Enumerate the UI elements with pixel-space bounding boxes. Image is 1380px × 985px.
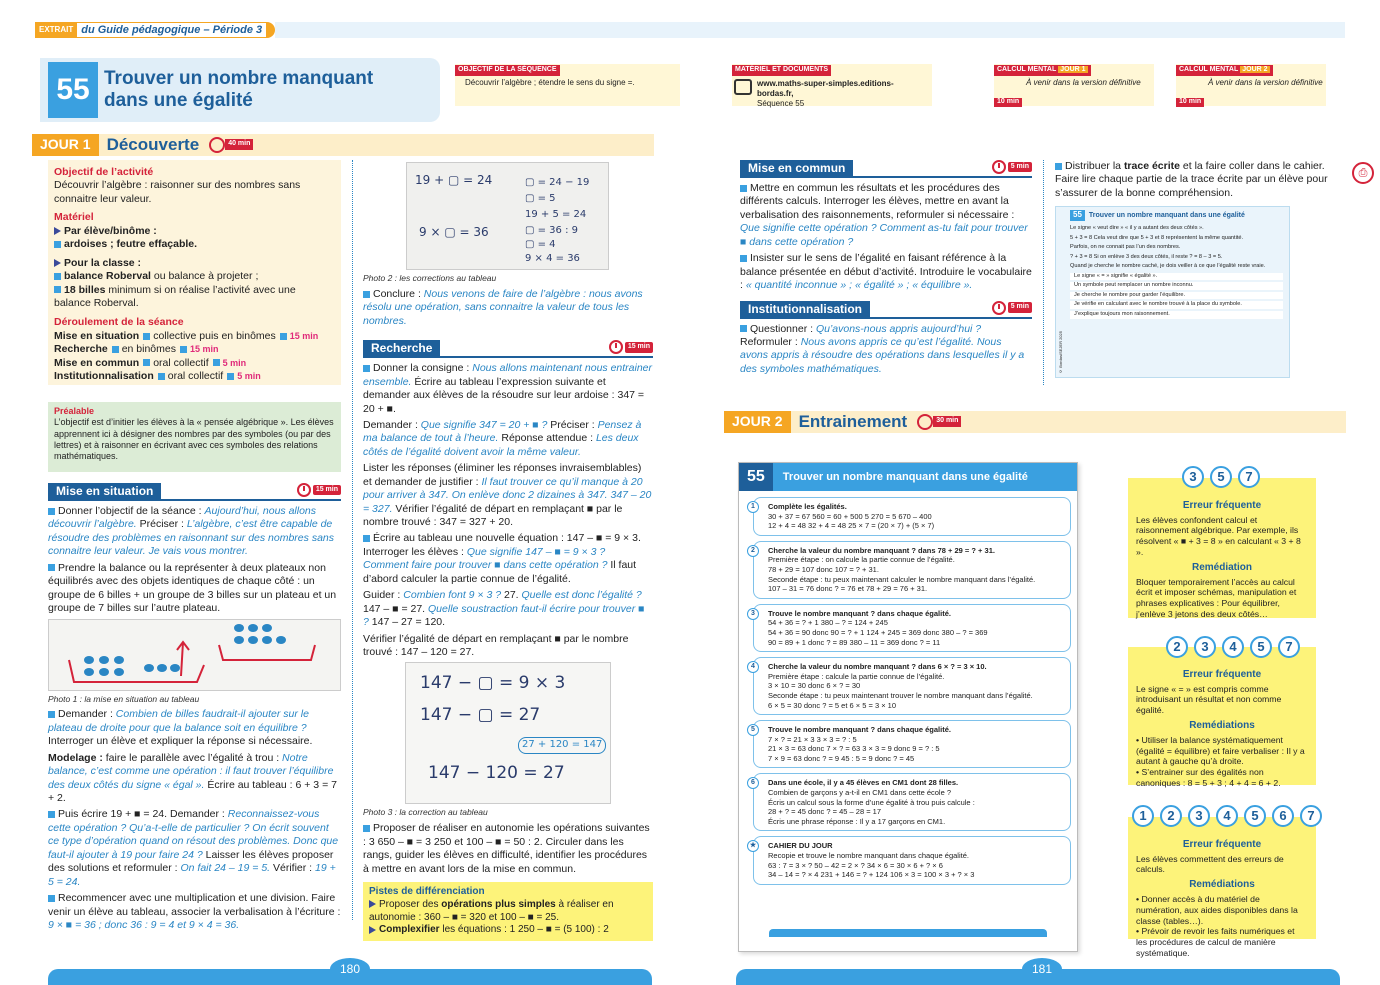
banner-line	[275, 22, 1345, 38]
r1b: Nous allons maintenant nous entrainer ensemble.	[363, 362, 653, 388]
trace-p	[1055, 160, 1347, 200]
mec-p1b: Que signifie cette opération ? Comment as-tu fait pour trouver ■ dans cette opération ?	[740, 222, 1028, 248]
mod-b: faire le parallèle avec l’égalité à trou :	[105, 751, 283, 764]
calcul-text-2: À venir dans la version définitive	[1208, 77, 1323, 87]
mec-p1a: Mettre en commun les résultats et les procédures des différents calculs. Interroger les élèves, mettre en avant la verbalisation des raisonnements, reformuler si nécessaire :	[740, 182, 1015, 221]
pucks-2	[1166, 636, 1300, 658]
exercise-item	[753, 541, 1071, 599]
materiel-classe	[54, 257, 335, 270]
jour1-time: 40 min	[225, 139, 253, 150]
materiel-eleve-label: Par élève/binôme :	[64, 224, 157, 237]
deroulement-row	[54, 370, 335, 383]
printer-icon	[734, 79, 752, 95]
mec-p1	[740, 182, 1032, 249]
r5	[363, 589, 653, 629]
exercise-line: 54 + 36 = ? + 1 380 – ? = 124 + 245	[768, 618, 888, 628]
materiel-title: Matériel	[54, 211, 94, 224]
level-puck: 1	[1132, 805, 1154, 827]
prealable-box	[48, 402, 341, 472]
exercise-line: Seconde étape : tu peux maintenant calculer le nombre manquant dans l’égalité.	[768, 574, 1036, 584]
mise-p1	[48, 505, 341, 559]
exercise-number: 2	[747, 545, 759, 557]
level-puck: 7	[1278, 636, 1300, 658]
calcul-text-1: À venir dans la version définitive	[1026, 77, 1141, 87]
objectif-text: Découvrir l’algèbre : raisonner sur des nombres sans connaitre leur valeur.	[54, 179, 301, 205]
r7-text: Proposer de réaliser en autonomie les opérations suivantes : 3 650 – ■ = 3 250 et 100 – ■ = 50 : 2. Circuler dans les rangs, guider les élèves en difficulté, identifier les procédures à mettre en avant lors de la mise en commun.	[363, 822, 650, 875]
inst-d: Nous avons appris ce qu’est l’égalité. Nous avons appris à résoudre des opérations dans lesquelles il y a des symboles mathématiques.	[740, 335, 1025, 375]
rec-a: Recommencer avec une multiplication et une division. Faire venir un élève au tableau, associer la verbalisation à l’écriture :	[48, 892, 341, 918]
pistes-1	[369, 899, 647, 925]
exercise-line: 78 + 29 = 107 donc 107 = ? + 31.	[768, 564, 879, 574]
trace-lines	[1070, 225, 1283, 318]
pistes-2	[369, 924, 647, 937]
pistes-title: Pistes de différenciation	[369, 886, 485, 897]
jour2-time: 30 min	[933, 416, 961, 427]
r1a: Donner la consigne :	[373, 362, 473, 375]
mise-time: 15 min	[313, 485, 341, 496]
trace-a: Distribuer la	[1065, 160, 1124, 172]
board-c4: 147 − 120 = 27	[428, 763, 565, 784]
calcul-jour-2: JOUR 2	[1242, 66, 1268, 73]
level-puck: 3	[1182, 466, 1204, 488]
r4	[363, 532, 653, 586]
exercise-line: Écris un calcul sous la forme d’une égalité à trou puis calcule :	[768, 797, 975, 807]
trace-line: Je vérifie en calculant avec le nombre trouvé à la place du symbole.	[1070, 301, 1283, 309]
exercise-line: 90 = 89 + 1 donc ? = 89 380 – 11 = 369 donc ? = 11	[768, 637, 941, 647]
trace-card-title: Trouver un nombre manquant dans une égalité	[1088, 211, 1245, 219]
err3-rem-title: Remédiations	[1189, 879, 1255, 891]
pui-a: Puis écrire 19 + ■ = 24. Demander :	[58, 808, 228, 821]
r6: Vérifier l’égalité de départ en remplaçant ■ par le nombre trouvé : 147 – 120 = 27.	[363, 632, 629, 658]
pui-b: Reconnaissez-vous cette opération ? Qu’a-t-elle de particulier ? On écrit souvent ce type d’opération quand on résout des problèmes. Donc que faut-il ajouter à 19 pour faire 24 ?	[48, 808, 339, 861]
level-puck: 6	[1272, 805, 1294, 827]
mise-p1c: Préciser :	[136, 518, 187, 531]
mise-p2-text: Prendre la balance ou la représenter à deux plateaux non équilibrés avec des objets identiques de chaque côté : un groupe de 6 billes + un groupe de 3 billes sur un plateau et un groupe de 7 billes sur l’autre plateau.	[48, 561, 337, 615]
trace-ecrite	[1055, 160, 1347, 378]
pistes-2b: les équations : 1 250 – ■ = (5 100) : 2	[439, 924, 609, 936]
board-b2: ▢ = 24 − 19	[525, 177, 590, 188]
board-b3: ▢ = 5	[525, 193, 556, 204]
prealable-text: L’objectif est d’initier les élèves à la « pensée algébrique ». Les élèves apprennent ici à désigner des nombres par des symboles (ou par des lettres) et à raisonner en écrivant avec ces symboles des relations mathématiques.	[54, 417, 334, 461]
exercise-number: 1	[747, 501, 759, 513]
r2	[363, 419, 653, 459]
exercise-line: Dans une école, il y a 45 élèves en CM1 dont 28 filles.	[768, 778, 959, 788]
exercise-item	[753, 773, 1071, 831]
pui-d: On fait 24 – 19 = 5.	[180, 862, 271, 875]
jour1-title: Découverte	[106, 135, 200, 155]
middle-column	[363, 162, 653, 941]
objectif-text: Découvrir l’algèbre ; étendre le sens du signe =.	[465, 77, 635, 87]
dem-a: Demander :	[58, 708, 116, 721]
exercise-item	[753, 720, 1071, 768]
calcul-min-2: 10 min	[1176, 98, 1204, 107]
exercise-item	[753, 497, 1071, 536]
materiel-eleve	[54, 225, 335, 238]
r4c: Il faut d’abord calculer la partie connue de l’égalité.	[363, 559, 637, 585]
recherche-title: Recherche	[363, 340, 440, 357]
mise-en-situation	[48, 483, 341, 935]
pistes-box	[363, 882, 653, 941]
exercise-line: 107 – 31 = 76 donc ? = 76 et 78 + 29 = 76 + 31.	[768, 584, 928, 594]
pucks-1	[1182, 466, 1260, 488]
pui-c: Laisser les élèves proposer des solutions et reformuler :	[48, 848, 334, 875]
mise-p1d: L’algèbre, c’est être capable de résoudre des problèmes en raisonnant sur des nombres sans connaitre leur valeur. Je vais vous montrer.	[48, 518, 334, 558]
error-card-1	[1128, 478, 1316, 618]
exercise-line: Écris une phrase réponse : Il y a 17 garçons en CM1.	[768, 816, 946, 826]
r3b: Il faut trouver ce qu’il manque à 20 pour arriver à 347. On enlève donc 2 dizaines à 347. 347 – 20 = 327.	[363, 475, 652, 515]
err1-rem-title: Remédiation	[1191, 562, 1252, 573]
exercise-line: Cherche la valeur du nombre manquant ? dans 6 × ? = 3 × 10.	[768, 662, 987, 672]
guide-banner	[35, 22, 275, 38]
trace-line: Parfois, on ne connait pas l’un des nombres.	[1070, 244, 1181, 251]
mise-p1a: Donner l’objectif de la séance :	[58, 505, 205, 517]
level-puck: 3	[1194, 636, 1216, 658]
r5e: 147 – ■ = 27.	[363, 602, 429, 615]
r1c: Écrire au tableau l’expression suivante et demander aux élèves de la résoudre sur leur ardoise : 347 = 20 + ■.	[363, 375, 645, 415]
mod-c: Notre balance, c’est comme une opération : il faut trouver l’équilibre des deux côtés du signe « égal ».	[48, 751, 334, 791]
err3-rem-2: • Prévoir de revoir les faits numériques et les procédures de calcul de manière systématique.	[1136, 926, 1295, 959]
materiel-classe-item-2	[54, 284, 335, 311]
err2-rem-title: Remédiations	[1189, 720, 1255, 732]
deroulement-row	[54, 357, 335, 370]
page-number-right: 181	[1022, 958, 1062, 980]
calcul-min-1: 10 min	[994, 98, 1022, 107]
exercise-num: 55	[739, 463, 773, 491]
dem-c: Interroger un élève et expliquer la réponse si nécessaire.	[48, 735, 313, 748]
deroulement-row	[54, 343, 335, 356]
mat-c1a: balance Roberval	[64, 270, 151, 283]
sequence-title	[104, 68, 373, 112]
pui-p	[48, 808, 341, 889]
level-puck: 5	[1244, 805, 1266, 827]
r2a: Demander :	[363, 418, 421, 431]
calcul-mental-jour2	[1176, 64, 1326, 106]
mise-title: Mise en situation	[48, 483, 161, 500]
jour2-heading	[724, 411, 961, 433]
concl-a: Conclure :	[373, 287, 424, 300]
board-c3: 27 + 120 = 147	[518, 737, 606, 754]
objectif-label: OBJECTIF DE LA SÉQUENCE	[455, 65, 560, 76]
mise-p2	[48, 562, 341, 616]
exercise-line: Trouve le nombre manquant ? dans chaque égalité.	[768, 608, 951, 618]
exercise-line: 63 : 7 = 3 × ? 50 – 42 = 2 × ? 34 × 6 = 30 × 6 + ? × 6	[768, 860, 943, 870]
deroulement-mode: en binômes	[121, 343, 176, 356]
error-card-3	[1128, 817, 1316, 959]
jour2-title: Entrainement	[798, 412, 908, 432]
photo2-caption: Photo 2 : les corrections au tableau	[363, 273, 497, 283]
stopwatch-icon	[209, 137, 225, 153]
exercise-line: Recopie et trouve le nombre manquant dans chaque égalité.	[768, 851, 969, 861]
materiel-classe-label: Pour la classe :	[64, 256, 142, 269]
jour2-stopwatch-icon	[917, 414, 933, 430]
deroulement-mode: oral collectif	[153, 356, 209, 369]
exercise-line: 54 + 36 = 90 donc 90 = ? + 1 124 + 245 = 369 donc 380 – ? = 369	[768, 627, 988, 637]
exercise-line: 30 + 37 = 67 560 = 60 + 500 5 270 = 5 670 – 400	[768, 511, 932, 521]
extrait-label: EXTRAIT	[35, 25, 77, 35]
calcul-jour-1: JOUR 1	[1060, 66, 1086, 73]
exercise-line: 6 × 5 = 30 donc ? = 5 et 6 × 5 = 3 × 10	[768, 700, 897, 710]
pistes-1a: Proposer des	[379, 898, 442, 910]
trace-line: J’explique toujours mon raisonnement.	[1070, 311, 1283, 319]
board-c1: 147 − ▢ = 9 × 3	[420, 673, 566, 694]
r3c: Vérifier l’égalité de départ en remplaçant ■ par le nombre trouvé : 347 = 327 + 20.	[363, 502, 623, 528]
trace-line: Quand je cherche le nombre caché, je dois veiller à ce que l’égalité reste vraie.	[1070, 263, 1266, 270]
dem-b: Combien de billes faudrait-il ajouter sur le plateau de droite pour que la balance soit en équilibre ?	[48, 708, 309, 734]
r5b: Combien font 9 × 3 ?	[403, 589, 502, 602]
mec-timer-icon	[992, 160, 1006, 174]
sequence-title-line-2: dans une égalité	[104, 89, 253, 111]
mise-en-commun	[740, 160, 1032, 379]
exercise-title: Trouver un nombre manquant dans une égalité	[782, 470, 1028, 483]
err3-title: Erreur fréquente	[1182, 839, 1262, 850]
r2f: Les deux côtés de l’égalité doivent avoir la même valeur.	[363, 432, 639, 458]
mise-timer-icon	[297, 483, 311, 497]
r5a: Guider :	[363, 589, 404, 602]
exercise-line: 7 × 9 = 63 donc ? = 9 45 : 5 = 9 donc ? = 45	[768, 753, 915, 763]
deroulement-time: 5 min	[222, 357, 247, 368]
pui-f: 19 + 5 = 24.	[48, 862, 336, 888]
sequence-title-line-1: Trouver un nombre manquant	[104, 68, 374, 89]
sequence-number: 55	[48, 62, 98, 118]
deroulement-step: Mise en situation	[54, 329, 140, 342]
prealable-title: Préalable	[54, 406, 95, 416]
exercise-line: Première étape : on calcule la partie connue de l’égalité.	[768, 555, 955, 565]
trace-line: Le signe « veut dire » « il y a autant des deux côtés ».	[1070, 225, 1204, 232]
trace-b: trace écrite	[1123, 160, 1180, 172]
level-puck: 7	[1238, 466, 1260, 488]
concl-b: Nous venons de faire de l’algèbre : nous avons résolu une opération, sans connaitre la valeur de tous les nombres.	[363, 287, 643, 327]
board-b1: 19 + ▢ = 24	[415, 173, 493, 187]
mec-p2b: « quantité inconnue » ; « égalité » ; « équilibre ».	[745, 279, 973, 292]
mec-title: Mise en commun	[740, 160, 853, 177]
exercise-line: 7 × ? = 21 × 3 3 × 3 = ? : 5	[768, 734, 857, 744]
mec-time: 5 min	[1008, 162, 1032, 173]
guide-title: du Guide pédagogique – Période 3	[77, 23, 266, 37]
column-divider	[352, 160, 353, 920]
page-number-left: 180	[330, 958, 370, 980]
err3-rem-1: • Donner accès à du matériel de numération, aux aides disponibles dans la classe (tables…).	[1136, 893, 1298, 926]
materiel-label: MATÉRIEL ET DOCUMENTS	[732, 65, 831, 76]
level-puck: 5	[1250, 636, 1272, 658]
mod-a: Modelage :	[48, 751, 106, 764]
r3	[363, 462, 653, 529]
objectif-box	[48, 160, 341, 385]
rec-b: 9 × ■ = 36 ; donc 36 : 9 = 4 et 9 × 4 = 36.	[48, 918, 240, 931]
r5c: 27.	[501, 589, 522, 602]
mise-p1b: Aujourd’hui, nous allons découvrir l’algèbre.	[48, 505, 317, 531]
r2c: Préciser :	[547, 418, 598, 431]
r7	[363, 822, 653, 876]
exercise-line: 3 × 10 = 30 donc 6 × ? = 30	[768, 681, 861, 691]
exercise-item	[753, 604, 1071, 652]
materiel-url[interactable]: www.maths-super-simples.editions-bordas.fr,	[757, 78, 894, 99]
r2b: Que signifie 347 = 20 + ■ ?	[420, 418, 548, 431]
recherche-timer-icon	[609, 340, 623, 354]
materiel-documents	[732, 64, 932, 109]
exercise-line: Combien de garçons y a-t-il en CM1 dans cette école ?	[768, 788, 952, 798]
materiel-eleve-item-text: ardoises ; feutre effaçable.	[64, 238, 198, 251]
jour2-tag: JOUR 2	[724, 411, 791, 433]
inst-a: Questionner :	[750, 322, 816, 335]
trace-line: ? + 3 = 8 Si on enlève 3 des deux côtés, il reste ? = 8 – 3 = 5.	[1070, 253, 1223, 260]
trace-c: et la faire coller dans le cahier. Faire lire chaque partie de la trace écrite par un élève pour s’assurer de la bonne compréhension.	[1055, 160, 1328, 199]
r1	[363, 362, 653, 416]
exercise-line: Première étape : calcule la partie connue de l’égalité.	[768, 671, 945, 681]
r5g: 147 – 27 = 120.	[368, 616, 446, 629]
board-b8: 9 × 4 = 36	[525, 253, 580, 264]
r2e: Réponse attendue :	[498, 432, 596, 445]
exercise-number: 6	[747, 777, 759, 789]
err2-title: Erreur fréquente	[1182, 669, 1262, 680]
trace-card	[1055, 206, 1290, 378]
rec-p	[48, 892, 341, 932]
level-puck: 2	[1166, 636, 1188, 658]
level-puck: 5	[1210, 466, 1232, 488]
exercise-line: 34 – 14 = ? × 4 231 + 146 = ? + 124 106 × 3 = 100 × 3 + ? × 3	[768, 870, 975, 880]
exercise-item	[753, 657, 1071, 715]
conclure-p	[363, 288, 653, 328]
r3a: Lister les réponses (éliminer les réponses invraisemblables) et demander de justifier :	[363, 462, 642, 488]
inst-c: Reformuler :	[740, 335, 801, 348]
pistes-1c: à réaliser en autonomie : 360 – ■ = 320 et 100 – ■ = 25.	[369, 898, 614, 923]
calcul-label-1: CALCUL MENTAL	[997, 66, 1057, 73]
err2-rem-2: • S’entrainer sur des égalités non canoniques : 8 = 5 + 3 ; 4 + 4 = 6 + 2.	[1136, 767, 1281, 789]
pucks-3	[1132, 805, 1322, 827]
deroulement-mode: oral collectif	[167, 370, 224, 383]
mod-p	[48, 752, 341, 806]
deroulement-mode: collective puis en binômes	[153, 329, 276, 342]
exercise-number: 3	[747, 608, 759, 620]
inst-p	[740, 323, 1032, 377]
photo3-caption: Photo 3 : la correction au tableau	[363, 807, 488, 818]
r5d: Quelle est donc l’égalité ?	[521, 589, 642, 602]
deroulement-list	[54, 330, 335, 384]
inst-b: Qu’avons-nous appris aujourd’hui ?	[815, 322, 982, 335]
board-b5: 9 × ▢ = 36	[419, 225, 489, 239]
mec-p2a: Insister sur le sens de l’égalité en faisant référence à la balance présentée en début d’activité. Introduire le vocabulaire :	[740, 252, 1032, 292]
calcul-mental-jour1	[994, 64, 1154, 106]
r4a: Écrire au tableau une nouvelle équation : 147 – ■ = 9 × 3. Interroger les élèves :	[363, 532, 641, 558]
exercise-line: 12 + 4 = 48 32 + 4 = 48 25 × 7 = (20 × 7) + (5 × 7)	[768, 521, 935, 531]
inst-time: 5 min	[1008, 302, 1032, 313]
err3-rem-2-text: Prévoir de revoir les faits numériques et les procédures de calcul de manière systématique.	[1136, 926, 1295, 959]
deroulement-step: Recherche	[54, 343, 108, 356]
deroulement-time: 15 min	[289, 330, 319, 341]
exercise-line: Cherche la valeur du nombre manquant ? dans 78 + 29 = ? + 31.	[768, 545, 995, 555]
r4b: Que signifie 147 – ■ = 9 × 3 ? Comment faire pour trouver ■ dans cette opération ?	[363, 545, 608, 572]
mec-p2	[740, 252, 1032, 292]
exercise-number: ★	[747, 840, 759, 852]
trace-line: 5 + 3 = 8 Cela veut dire que 5 + 3 et 8 représentent la même quantité.	[1070, 234, 1244, 241]
board-b6: ▢ = 36 : 9	[525, 225, 578, 236]
deroulement-step: Mise en commun	[54, 356, 140, 369]
trace-line: Le signe « = » signifie « égalité ».	[1070, 273, 1283, 281]
materiel-seq: Séquence 55	[757, 99, 805, 109]
mat-c2b: minimum si on réalise l’activité avec une balance Roberval.	[54, 283, 296, 309]
trace-line: Un symbole peut remplacer un nombre inconnu.	[1070, 282, 1283, 290]
photo-1	[48, 619, 341, 691]
deroulement-title: Déroulement de la séance	[54, 316, 184, 329]
deroulement-time: 15 min	[190, 344, 219, 355]
err2-rem-2-text: S’entrainer sur des égalités non canoniques : 8 = 5 + 3 ; 4 + 4 = 6 + 2.	[1136, 767, 1281, 789]
deroulement-step: Institutionnalisation	[54, 370, 154, 383]
exercise-line: CAHIER DU JOUR	[768, 841, 833, 851]
r5f: Quelle soustraction faut-il écrire pour trouver ■ ?	[363, 602, 645, 629]
err1-rem-text: Bloquer temporairement l’accès au calcul écrit et imposer schémas, manipulation et phrases explicatives : Pour équilibrer, j’enlève 3 jetons des deux côtés…	[1136, 576, 1297, 620]
level-puck: 3	[1188, 805, 1210, 827]
mat-c2a: 18 billes	[64, 283, 106, 296]
pui-e: Vérifier :	[270, 862, 316, 875]
exercise-number: 5	[747, 724, 759, 736]
objectif-title: Objectif de l’activité	[54, 166, 154, 178]
err2-rem-1: • Utiliser la balance systématiquement (égalité = équilibre) et faire verbaliser : Il y a autant à gauche qu’à droite.	[1136, 734, 1305, 767]
materiel-eleve-item	[54, 238, 335, 251]
board-b7: ▢ = 4	[525, 239, 556, 250]
exercise-sheet	[738, 462, 1078, 952]
err1-title: Erreur fréquente	[1182, 500, 1262, 511]
level-puck: 4	[1222, 636, 1244, 658]
exercise-line: Complète les égalités.	[768, 502, 847, 511]
level-puck: 4	[1216, 805, 1238, 827]
jour1-tag: JOUR 1	[32, 134, 99, 156]
exercise-line: 28 + ? = 45 donc ? = 45 – 28 = 17	[768, 807, 882, 817]
exercise-line: Seconde étape : tu peux maintenant trouver le nombre manquant dans l’égalité.	[768, 690, 1033, 700]
inst-timer-icon	[992, 301, 1006, 315]
balance-drawing	[49, 620, 341, 691]
err1-text: Les élèves confondent calcul et raisonnement algébrique. Par exemple, ils résolvent « ■ + 3 = 8 » en calculant « 3 + 8 ».	[1136, 514, 1301, 558]
mod-d: Écrire au tableau : 6 + 3 = 7 + 2.	[48, 778, 337, 804]
board-b4: 19 + 5 = 24	[525, 209, 587, 220]
err3-text: Les élèves commettent des erreurs de calculs.	[1136, 853, 1284, 875]
deroulement-time: 5 min	[237, 371, 261, 382]
dem-p	[48, 708, 341, 748]
err2-rem-1-text: Utiliser la balance systématiquement (égalité = équilibre) et faire verbaliser : Il y a autant à gauche qu’à droite.	[1136, 734, 1305, 767]
exercise-list	[745, 497, 1071, 885]
photo1-caption: Photo 1 : la mise en situation au tableau	[48, 693, 200, 704]
print-button-icon[interactable]: ⎙	[1352, 162, 1374, 184]
err2-text: Le signe « = » est compris comme introduisant un résultat et non comme égalité.	[1136, 683, 1282, 716]
recherche-time: 15 min	[625, 342, 653, 353]
pistes-1b: opérations plus simples	[441, 898, 556, 910]
photo-2	[406, 162, 609, 270]
deroulement-row	[54, 330, 335, 343]
level-puck: 7	[1300, 805, 1322, 827]
calcul-label-2: CALCUL MENTAL	[1179, 66, 1239, 73]
pistes-2a: Complexifier	[379, 924, 440, 936]
error-card-2	[1128, 647, 1316, 789]
inst-title: Institutionnalisation	[740, 301, 870, 318]
trace-line: Je cherche le nombre pour garder l’équilibre.	[1070, 292, 1283, 300]
jour1-heading	[32, 134, 253, 156]
exercise-line: 21 × 3 = 63 donc 7 × ? = 63 3 × 3 = 9 donc 9 = ? : 5	[768, 744, 940, 754]
objectif-sequence	[455, 64, 680, 106]
exercise-item	[749, 836, 1071, 884]
exercise-line: Trouve le nombre manquant ? dans chaque égalité.	[768, 725, 951, 735]
mat-c1b: ou balance à projeter ;	[150, 270, 259, 283]
err3-rem-1-text: Donner accès à du matériel de numération, aux aides disponibles dans la classe (tables…).	[1136, 893, 1298, 926]
exercise-number: 4	[747, 661, 759, 673]
exercise-bottom-bar	[769, 929, 1047, 937]
right-column-divider	[1043, 160, 1044, 385]
materiel-classe-item-1	[54, 270, 335, 283]
board-c2: 147 − ▢ = 27	[420, 705, 541, 726]
photo-3	[405, 662, 611, 804]
level-puck: 2	[1160, 805, 1182, 827]
trace-card-num: 55	[1070, 210, 1085, 221]
trace-copyright: © Bordas/SEJER 2025	[1058, 330, 1063, 374]
r2d: Pensez à ma balance de tout à l’heure.	[363, 418, 642, 445]
